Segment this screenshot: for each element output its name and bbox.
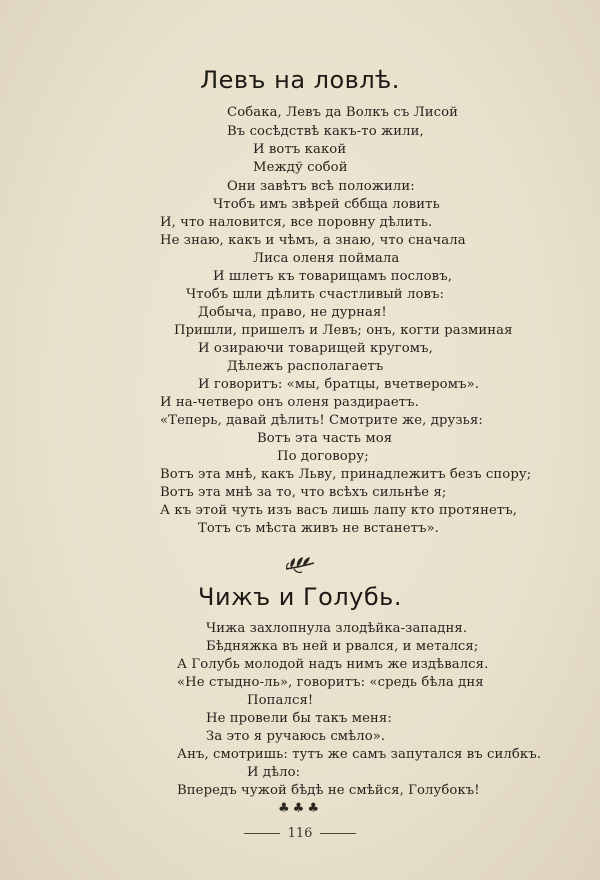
verse-line: Чижа захлопнула злодѣйка-западня. [206,621,468,636]
verse-line: И озираючи товарищей кругомъ, [198,341,433,356]
verse-line: Чтобъ имъ звѣрей сббща ловить [213,197,440,212]
verse-line: Вотъ эта мнѣ, какъ Льву, принадлежитъ безъ спору; [160,467,532,482]
fable-title-siskin-and-dove: Чижъ и Голубь. [198,583,402,611]
verse-line: Анъ, смотришь: тутъ же самъ запутался въ силбкъ. [177,747,542,762]
verse-line: Лиса оленя поймала [253,251,400,266]
verse-line: Бѣдняжка въ ней и рвался, и метался; [206,639,479,654]
verse-line: И шлетъ къ товарищамъ пословъ, [213,269,452,284]
verse-line: Вотъ эта мнѣ за то, что всѣхъ сильнѣе я; [160,485,447,500]
verse-line: Не знаю, какъ и чѣмъ, а знаю, что сначала [160,233,466,248]
verse-line: Въ сосѣдствѣ какъ-то жили, [227,124,424,139]
verse-line: Впередъ чужой бѣдѣ не смѣйся, Голубокъ! [177,783,480,798]
verse-line: Собака, Левъ да Волкъ съ Лисой [227,105,459,120]
clover-ornament-icon: ♣♣♣ [278,801,322,816]
leaf-ornament-icon [283,554,317,578]
verse-line: И, что наловится, все поровну дѣлить. [160,215,433,230]
verse-line: Тотъ съ мѣста живъ не встанетъ». [198,521,439,536]
verse-line: Дѣлежъ располагаетъ [227,359,384,374]
verse-line: Вотъ эта часть моя [257,431,393,446]
verse-line: За это я ручаюсь смѣло». [206,729,386,744]
verse-line: Междў собой [253,160,348,175]
verse-line: «Теперь, давай дѣлить! Смотрите же, друзья: [160,413,483,428]
verse-line: А къ этой чуть изъ васъ лишь лапу кто протянетъ, [160,503,518,518]
verse-line: А Голубь молодой надъ нимъ же издѣвался. [177,657,489,672]
verse-line: Добыча, право, не дурная! [198,305,387,320]
verse-line: Чтобъ шли дѣлить счастливый ловъ: [186,287,445,302]
verse-line: И на-четверо онъ оленя раздираетъ. [160,395,419,410]
fable-title-lion-hunting: Левъ на ловлѣ. [200,66,400,94]
footer-rule-right [320,833,356,834]
verse-line: И вотъ какой [253,142,347,157]
verse-line: «Не стыдно-ль», говоритъ: «средь бѣла дня [177,675,484,690]
page-number: 116 [287,826,313,841]
footer-rule-left [244,833,280,834]
verse-line: И говоритъ: «мы, братцы, вчетверомъ». [198,377,480,392]
page-footer [0,826,600,841]
verse-line: Не провели бы такъ меня: [206,711,392,726]
verse-line: По договору; [277,449,369,464]
verse-line: Они завѣтъ всѣ положили: [227,179,415,194]
verse-line: Пришли, пришелъ и Левъ; онъ, когти разминая [174,323,513,338]
verse-line: И дѣло: [247,765,301,780]
verse-line: Попался! [247,693,314,708]
